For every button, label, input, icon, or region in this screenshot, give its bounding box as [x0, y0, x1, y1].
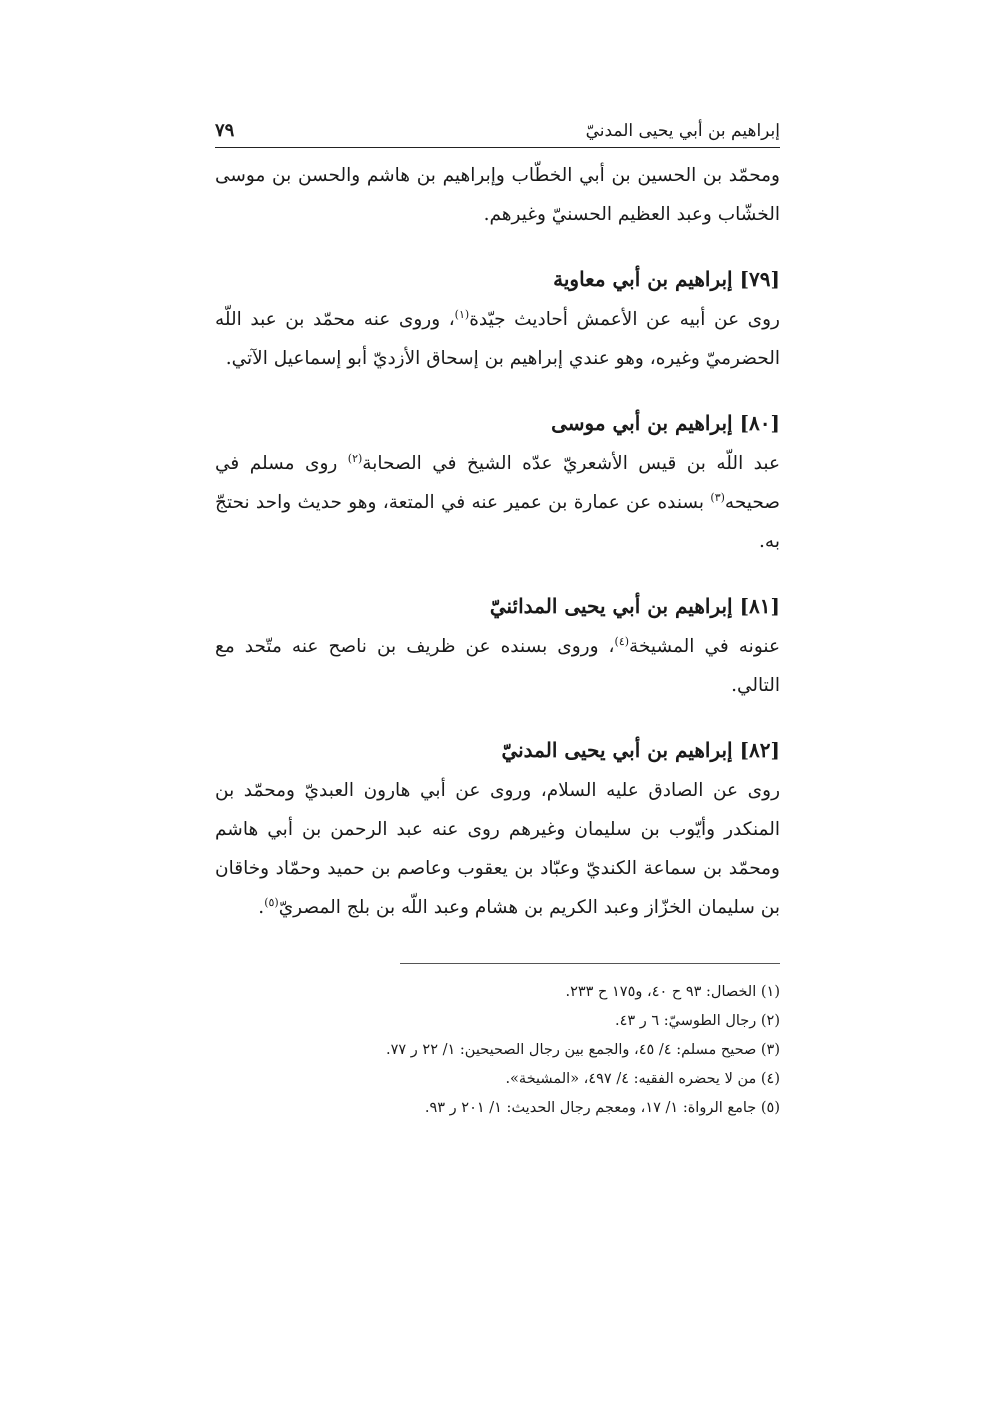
entry-text-part: روى عن الصادق عليه السلام، وروى عن أبي هارون العبديّ ومحمّد بن المنكدر وأيّوب بن سليمان وغيرهم روى عنه عبد الرحمن بن أبي هاشم ومحمّد بن سماعة الكنديّ وعبّاد بن يعقوب وعاصم بن حميد وحمّاد وخاقان بن سليمان الخزّاز وعبد الكريم بن هشام وعبد اللّه بن بلج المصريّ: [215, 780, 780, 918]
running-header: [215, 120, 780, 148]
footnote: (٥) جامع الرواة: ١/ ١٧، ومعجم رجال الحديث: ١/ ٢٠١ ر ٩٣.: [424, 1100, 780, 1116]
footnote-ref[interactable]: (٥): [264, 895, 279, 909]
footnote-ref[interactable]: (٢): [347, 451, 363, 465]
footnote-ref[interactable]: (٣): [710, 490, 725, 504]
entry-81: [215, 589, 780, 705]
entry-text: [215, 444, 780, 561]
running-title: إبراهيم بن أبي يحيى المدنيّ: [585, 121, 780, 141]
intro-paragraph: ومحمّد بن الحسين بن أبي الخطّاب وإبراهيم بن هاشم والحسن بن موسى الخشّاب وعبد العظيم الحسنيّ وغيرهم.: [215, 165, 780, 225]
entry-text: [215, 300, 780, 378]
entry-text: [215, 627, 780, 705]
footnote-divider: [400, 963, 780, 964]
entry-80: [215, 406, 780, 561]
entry-text-part: بسنده عن عمارة بن عمير عنه في المتعة، وهو حديث واحد نحتجّ به.: [215, 492, 780, 552]
entry-text-part: ، وروى عنه محمّد بن عبد اللّه الحضرميّ وغيره، وهو عندي إبراهيم بن إسحاق الأزديّ أبو إسماعيل الآتي.: [215, 309, 780, 369]
entry-text-part: .: [258, 897, 265, 918]
footnote: (٣) صحيح مسلم: ٤/ ٤٥، والجمع بين رجال الصحيحين: ١/ ٢٢ ر ٧٧.: [386, 1042, 780, 1058]
footnote-ref[interactable]: (١): [454, 307, 470, 321]
footnote: (٤) من لا يحضره الفقيه: ٤/ ٤٩٧، «المشيخة».: [505, 1071, 780, 1087]
footnote-ref[interactable]: (٤): [614, 634, 630, 648]
entry-text-part: عبد اللّه بن قيس الأشعريّ عدّه الشيخ في الصحابة: [362, 453, 780, 474]
entry-text-part: روى مسلم في صحيحه: [215, 453, 780, 513]
page-number: ٧٩: [215, 120, 235, 141]
entry-heading: [٨٠] إبراهيم بن أبي موسى: [551, 411, 780, 435]
entry-heading: [٨١] إبراهيم بن أبي يحيى المدائنيّ: [489, 594, 780, 618]
entry-heading: [٨٢] إبراهيم بن أبي يحيى المدنيّ: [501, 738, 780, 762]
entry-text-part: ، وروى بسنده عن ظريف بن ناصح عنه متّحد مع التالي.: [215, 636, 780, 696]
footnotes: [215, 978, 780, 1123]
entry-text-part: روى عن أبيه عن الأعمش أحاديث جيّدة: [469, 309, 780, 330]
book-page: [215, 120, 780, 1123]
footnote: (٢) رجال الطوسيّ: ٦ ر ٤٣.: [614, 1013, 780, 1029]
entry-79: [215, 262, 780, 378]
entry-82: [215, 733, 780, 927]
footnote: (١) الخصال: ٩٣ ح ٤٠، و١٧٥ ح ٢٣٣.: [565, 984, 780, 1000]
entry-heading: [٧٩] إبراهيم بن أبي معاوية: [553, 267, 780, 291]
entry-text: [215, 771, 780, 927]
entry-text-part: عنونه في المشيخة: [629, 636, 780, 657]
